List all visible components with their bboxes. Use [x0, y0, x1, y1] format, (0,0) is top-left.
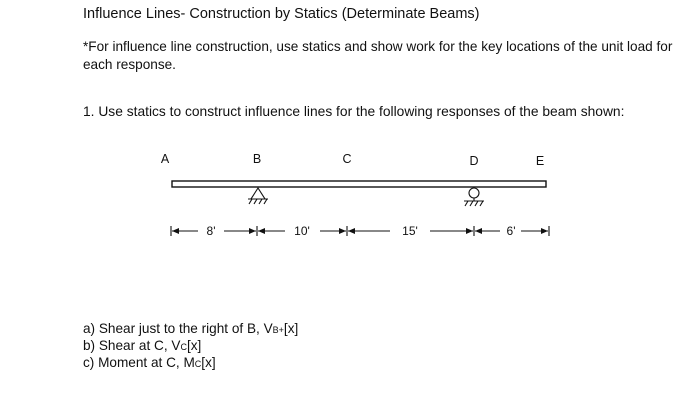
- point-label-c: C: [342, 152, 352, 166]
- dimension-cd: 15': [402, 224, 418, 238]
- point-label-d: D: [469, 154, 479, 168]
- point-label-e: E: [535, 154, 545, 168]
- dimension-bc: 10': [294, 224, 310, 238]
- response-b: b) Shear at C, VC[x]: [83, 338, 202, 353]
- dimension-line: [171, 226, 549, 236]
- point-label-b: B: [252, 152, 262, 166]
- instruction-note: *For influence line construction, use statics and show work for the key locations of the unit load for each response.: [83, 39, 673, 72]
- page-title: Influence Lines- Construction by Statics (Determinate Beams): [83, 6, 480, 22]
- response-a: a) Shear just to the right of B, VB+[x]: [83, 321, 299, 336]
- response-list: [83, 321, 298, 372]
- dimension-de: 6': [506, 224, 516, 238]
- roller-support-icon: [464, 188, 484, 206]
- point-label-a: A: [160, 152, 170, 166]
- pin-support-icon: [248, 188, 268, 204]
- question-text: 1. Use statics to construct influence lines for the following responses of the beam shown:: [83, 104, 625, 119]
- beam-body: [172, 181, 546, 187]
- dimension-ab: 8': [206, 224, 216, 238]
- response-c: c) Moment at C, MC[x]: [83, 355, 216, 370]
